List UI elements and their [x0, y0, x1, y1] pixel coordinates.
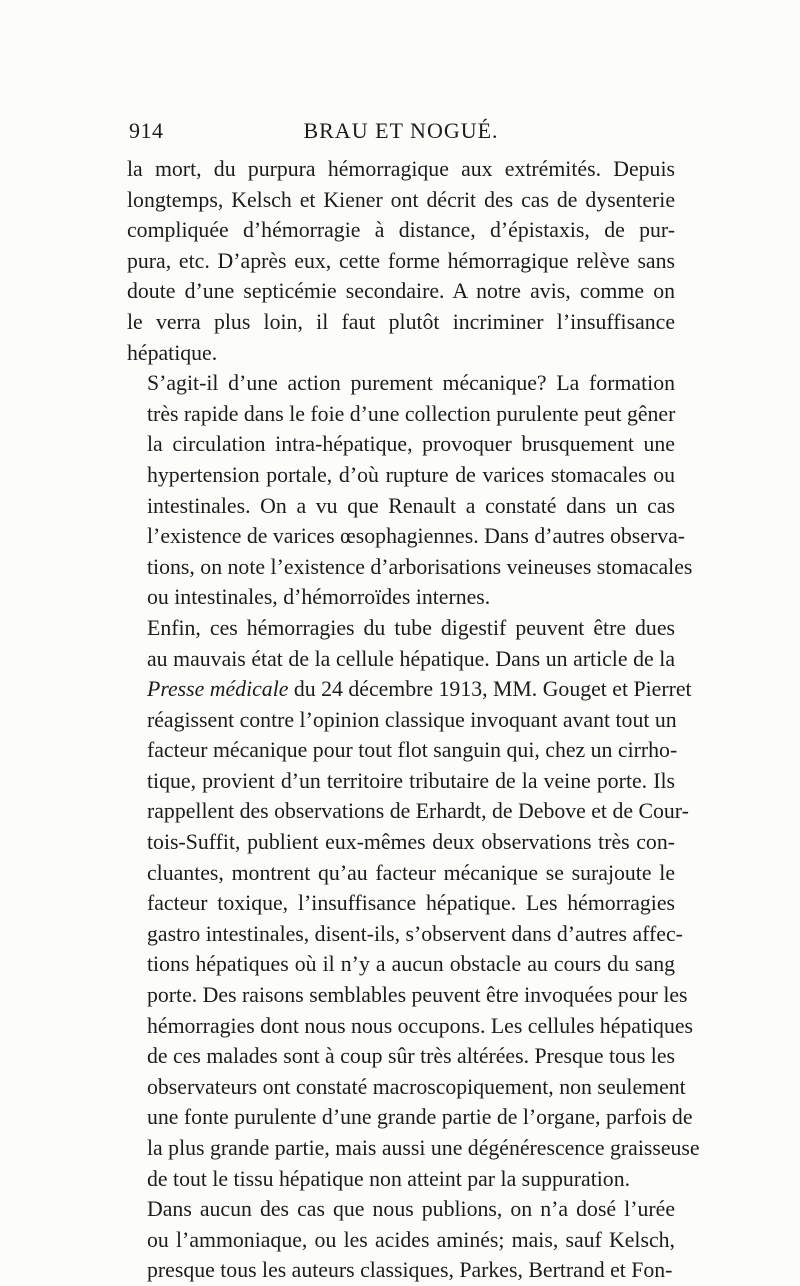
text-line: tions hépatiques où il n’y a aucun obstacle au cours du sang: [147, 952, 675, 977]
text-line: S’agit-il d’une action purement mécanique? La formation: [147, 371, 675, 396]
text-line: de ces malades sont à coup sûr très altérées. Presque tous les: [147, 1044, 675, 1069]
text-line: très rapide dans le foie d’une collection purulente peut gêner: [147, 401, 676, 426]
text-line: Presse médicale du 24 décembre 1913, MM. Gouget et Pierret: [147, 677, 692, 702]
text-line: ou l’ammoniaque, ou les acides aminés; mais, sauf Kelsch,: [147, 1227, 675, 1252]
text-line: de tout le tissu hépatique non atteint par la suppuration.: [147, 1166, 631, 1191]
paragraph: [127, 154, 675, 368]
text-line: l’existence de varices œsophagiennes. Dans d’autres observa-: [147, 524, 686, 549]
text-line: facteur mécanique pour tout flot sanguin qui, chez un cirrho-: [147, 738, 678, 763]
text-line: presque tous les auteurs classiques, Parkes, Bertrand et Fon-: [147, 1258, 673, 1283]
text-line: une fonte purulente d’une grande partie de l’organe, parfois de: [147, 1105, 693, 1130]
text-line: au mauvais état de la cellule hépatique. Dans un article de la: [147, 646, 675, 671]
text-line: porte. Des raisons semblables peuvent être invoquées pour les: [147, 983, 688, 1008]
page-header: [127, 118, 675, 154]
running-head: BRAU ET NOGUÉ.: [303, 118, 499, 143]
text-line: ou intestinales, d’hémorroïdes internes.: [147, 585, 491, 610]
text-line: gastro intestinales, disent-ils, s’observent dans d’autres affec-: [147, 921, 683, 946]
text-line: compliquée d’hémorragie à distance, d’épistaxis, de pur-: [127, 218, 675, 243]
text-line: hémorragies dont nous nous occupons. Les cellules hépatiques: [147, 1013, 694, 1038]
text-line: cluantes, montrent qu’au facteur mécanique se surajoute le: [147, 860, 675, 885]
text-line: Enfin, ces hémorragies du tube digestif peuvent être dues: [147, 615, 675, 640]
paragraph: [127, 368, 693, 613]
text-line: le verra plus loin, il faut plutôt incriminer l’insuffisance: [127, 309, 675, 334]
text-line: observateurs ont constaté macroscopiquement, non seulement: [147, 1074, 686, 1099]
text-line: rappellent des observations de Erhardt, de Debove et de Cour-: [147, 799, 689, 824]
book-page: [127, 118, 700, 1286]
text-line: doute d’une septicémie secondaire. A notre avis, comme on: [127, 279, 675, 304]
paragraph: [127, 1194, 675, 1286]
paragraph: [127, 613, 700, 1194]
text-line: facteur toxique, l’insuffisance hépatique. Les hémorragies: [147, 891, 675, 916]
text-line: la circulation intra-hépatique, provoquer brusquement une: [147, 432, 675, 457]
text-line: tions, on note l’existence d’arborisations veineuses stomacales: [147, 554, 693, 579]
text-line: intestinales. On a vu que Renault a constaté dans un cas: [147, 493, 675, 518]
journal-title: Presse médicale: [147, 677, 289, 702]
text-line: hépatique.: [127, 340, 218, 365]
text-line: tois-Suffit, publient eux-mêmes deux observations très con-: [147, 830, 675, 855]
text-line: la plus grande partie, mais aussi une dégénérescence graisseuse: [147, 1136, 700, 1160]
text-line: Dans aucun des cas que nous publions, on n’a dosé l’urée: [147, 1197, 675, 1222]
text-line: tique, provient d’un territoire tributaire de la veine porte. Ils: [147, 768, 675, 793]
body-text: [127, 154, 700, 1286]
text-line: longtemps, Kelsch et Kiener ont décrit des cas de dysenterie: [127, 187, 675, 212]
text-line: réagissent contre l’opinion classique invoquant avant tout un: [147, 707, 677, 732]
text-line: pura, etc. D’après eux, cette forme hémorragique relève sans: [127, 248, 675, 273]
text-line: la mort, du purpura hémorragique aux extrémités. Depuis: [127, 157, 675, 181]
text-line: hypertension portale, d’où rupture de varices stomacales ou: [147, 462, 675, 487]
page-number: 914: [129, 118, 164, 143]
